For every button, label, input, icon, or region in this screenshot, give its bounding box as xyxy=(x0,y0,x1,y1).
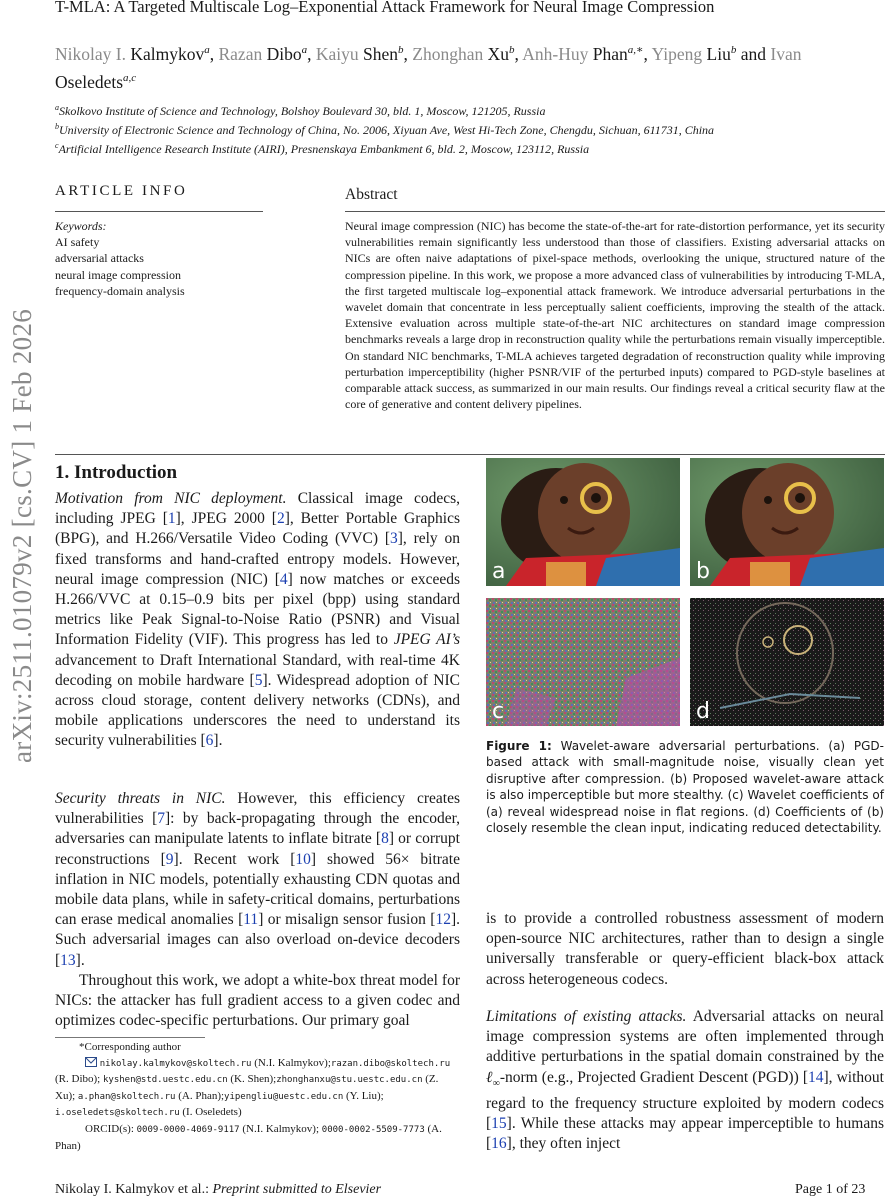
keyword-item: adversarial attacks xyxy=(55,251,144,266)
citation-link[interactable]: 16 xyxy=(491,1135,507,1153)
citation-link[interactable]: 7 xyxy=(157,810,166,828)
author-name: Razan Dibo$^a$ xyxy=(218,43,308,64)
email-link[interactable]: nikolay.kalmykov@skoltech.ru xyxy=(99,1058,252,1069)
figure-caption xyxy=(486,738,884,836)
citation-link[interactable]: 12 xyxy=(435,911,451,929)
email-list: nikolay.kalmykov@skoltech.ru (N.I. Kalmykov);razan.dibo@skoltech.ru (R. Dibo); kyshen@std.uestc.edu.cn (K. Shen);zhonghanxu@stu.uestc.edu.cn (Z. Xu); a.phan@skoltech.ru (A. Phan);yipengliu@uestc.edu.cn (Y. Liu); i.oseledets@skoltech.ru (I. Oseledets) xyxy=(55,1056,451,1119)
panel-label-c: c xyxy=(492,699,505,724)
author-name: Anh-Huy Phan$^{a,∗}$ xyxy=(522,43,644,64)
figure-panel-c xyxy=(486,598,680,726)
email-link[interactable]: a.phan@skoltech.ru xyxy=(77,1091,176,1102)
author-name: Zhonghan Xu$^b$ xyxy=(412,43,515,64)
paragraph-goal-continued: is to provide a controlled robustness assessment of modern open-source NIC architectures, rather than to design a single universally transferable or query-efficient black-box attack across heterogeneous codecs. xyxy=(486,910,884,988)
footnote-rule xyxy=(55,1037,205,1038)
affiliation-a: $^a$Skolkovo Institute of Science and Technology, Bolshoy Boulevard 30, bld. 1, Moscow, 121205, Russia xyxy=(55,103,546,118)
affiliation-b: $^b$University of Electronic Science and Technology of China, No. 2006, Xiyuan Ave, West Hi-Tech Zone, Chengdu, Sichuan, 611731, China xyxy=(55,122,715,137)
page-number: Page 1 of 23 xyxy=(795,1182,866,1197)
citation-link[interactable]: 10 xyxy=(295,850,311,868)
citation-link[interactable]: 4 xyxy=(279,570,288,588)
abstract-heading: Abstract xyxy=(345,186,398,203)
abstract-text: Neural image compression (NIC) has become the state-of-the-art for rate-distortion performance, yet its security vulnerabilities remain significantly less understood than those of classifiers. Existing adversarial attacks on NICs are often naive adaptations of pixel-space methods, overlooking the unique, structured nature of the compression pipeline. In this work, we propose a more advanced class of vulnerabilities by introducing T-MLA, the first targeted multiscale log–exponential attack framework. We introduce adversarial perturbations in the wavelet domain that concentrate in less perceptually salient coefficients, improving the stealth of the attack. Extensive evaluation across multiple state-of-the-art NIC architectures on standard image compression benchmarks reveals a large drop in reconstruction quality while the perturbations remain visually imperceptible. On standard NIC benchmarks, T-MLA achieves targeted degradation of reconstruction quality while improving perturbation imperceptibility (higher PSNR/VIF of the perturbed inputs) compared to PGD-style baselines at comparable attack success, as summarized in our main results. Our findings reveal a critical security flaw at the core of generative and content delivery pipelines. xyxy=(345,219,885,412)
section-heading: 1. Introduction xyxy=(55,462,178,483)
citation-link[interactable]: 1 xyxy=(167,510,176,528)
orcid-link[interactable]: 0009-0000-4069-9117 xyxy=(136,1124,240,1135)
footnotes xyxy=(55,1040,460,1154)
wavelet-coefficients-image xyxy=(690,598,884,726)
keyword-item: neural image compression xyxy=(55,267,181,282)
wavelet-noise-image xyxy=(486,598,680,726)
email-link[interactable]: razan.dibo@skoltech.ru xyxy=(330,1058,451,1069)
citation-link[interactable]: 6 xyxy=(205,732,214,750)
article-info-rule xyxy=(55,211,263,212)
email-link[interactable]: kyshen@std.uestc.edu.cn xyxy=(102,1075,228,1086)
girl-photo-image xyxy=(486,458,680,586)
orcid-list: ORCID(s): 0009-0000-4069-9117 (N.I. Kalmykov); 0000-0002-5509-7773 (A. Phan) xyxy=(55,1122,442,1152)
article-info-heading: ARTICLE INFO xyxy=(55,183,188,199)
author-name: Yipeng Liu$^b$ xyxy=(651,43,737,64)
keywords-label: Keywords: xyxy=(55,219,107,233)
paper-title: T-MLA: A Targeted Multiscale Log–Exponential Attack Framework for Neural Image Compression xyxy=(55,0,715,16)
author-name: Kaiyu Shen$^b$ xyxy=(315,43,404,64)
caption-label: Figure 1: xyxy=(486,739,552,753)
author-list: Nikolay I. Kalmykov$^a$, Razan Dibo$^a$, Kaiyu Shen$^b$, Zhonghan Xu$^b$, Anh-Huy Phan$^{a,∗}$, Yipeng Liu$^b$ and Ivan Oseledets$^{a,c}$ xyxy=(55,43,802,92)
corresponding-author-note: *Corresponding author xyxy=(79,1041,181,1053)
footer-citation: Nikolay I. Kalmykov et al.: Preprint submitted to Elsevier xyxy=(55,1182,382,1197)
panel-label-b: b xyxy=(696,559,710,584)
figure-1 xyxy=(486,458,884,726)
citation-link[interactable]: 14 xyxy=(807,1068,824,1086)
keyword-item: AI safety xyxy=(55,235,100,250)
abstract-rule xyxy=(345,211,885,212)
figure-panel-a xyxy=(486,458,680,586)
paragraph-limitations: Limitations of existing attacks. Adversarial attacks on neural image compression systems are often implemented through additive perturbations in the spatial domain constrained by the ℓ$_\infty$-norm (e.g., Projected Gradient Descent (PGD)) [14], without regard to the frequency structure exploited by modern codecs [15]. While these attacks may appear imperceptible to humans [16], they often inject xyxy=(486,1008,884,1153)
author-name: Nikolay I. Kalmykov$^a$ xyxy=(55,43,210,64)
caption-text: Wavelet-aware adversarial perturbations. (a) PGD-based attack with small-magnitude noise, visually clean yet disruptive after compression. (b) Proposed wavelet-aware attack is also imperceptible but more stealthy. (c) Wavelet coefficients of (a) reveal widespread noise in flat regions. (d) Coefficients of (b) closely resemble the clean input, indicating reduced detectability. xyxy=(486,739,885,836)
envelope-icon xyxy=(55,1057,100,1069)
author-name: Ivan Oseledets$^{a,c}$ xyxy=(55,43,802,92)
citation-link[interactable]: 15 xyxy=(491,1115,507,1133)
citation-link[interactable]: 11 xyxy=(243,911,259,929)
citation-link[interactable]: 3 xyxy=(389,530,398,548)
author-conjunction: and xyxy=(740,43,771,64)
abstract-bottom-rule xyxy=(55,454,885,455)
figure-panel-b xyxy=(690,458,884,586)
citation-link[interactable]: 2 xyxy=(276,510,285,528)
panel-label-d: d xyxy=(696,699,710,724)
email-link[interactable]: yipengliu@uestc.edu.cn xyxy=(224,1091,344,1102)
paragraph-security: Security threats in NIC. However, this efficiency creates vulnerabilities [7]: by back-propagating through the encoder, adversaries can manipulate latents to inflate bitrate [8] or corrupt reconstructions [9]. Recent work [10] showed 56× bitrate inflation in NIC models, potentially exhausting CDN quotas and mobile data plans, while in safety-critical domains, perturbations can erase medical anomalies [11] or misalign sensor fusion [12]. Such adversarial images can also overload on-device decoders [13]. xyxy=(55,790,461,969)
arxiv-stamp: arXiv:2511.01079v2 [cs.CV] 1 Feb 2026 xyxy=(7,308,37,763)
paragraph-motivation: Motivation from NIC deployment. Classical image codecs, including JPEG [1], JPEG 2000 [2], Better Portable Graphics (BPG), and H.266/Versatile Video Coding (VVC) [3], rely on fixed transforms and hand-crafted entropy models. However, neural image compression (NIC) [4] now matches or exceeds H.266/VVC at 0.15–0.9 bits per pixel (bpp) using standard metrics like Peak Signal-to-Noise Ratio (PSNR) and Visual Information Fidelity (VIF). This progress has led to JPEG AI’s advancement to Draft International Standard, with real-time 4K decoding on mobile hardware [5]. Widespread adoption of NIC across cloud storage, content delivery networks (CDNs), and mobile applications underscores the need to understand its security vulnerabilities [6]. xyxy=(55,490,461,750)
figure-panel-d xyxy=(690,598,884,726)
citation-link[interactable]: 13 xyxy=(60,951,76,969)
keyword-item: frequency-domain analysis xyxy=(55,283,185,298)
citation-link[interactable]: 9 xyxy=(165,850,174,868)
orcid-link[interactable]: 0000-0002-5509-7773 xyxy=(321,1124,425,1135)
girl-photo-image xyxy=(690,458,884,586)
affiliation-c: $^c$Artificial Intelligence Research Institute (AIRI), Presnenskaya Embankment 6, bld. 2, Moscow, 123112, Russia xyxy=(55,141,590,156)
email-link[interactable]: zhonghanxu@stu.uestc.edu.cn xyxy=(276,1075,423,1086)
citation-link[interactable]: 8 xyxy=(381,830,389,848)
panel-label-a: a xyxy=(492,559,506,584)
keywords-block xyxy=(55,218,185,299)
citation-link[interactable]: 5 xyxy=(254,671,263,689)
email-link[interactable]: i.oseledets@skoltech.ru xyxy=(55,1108,180,1119)
paragraph-threat-model: Throughout this work, we adopt a white-box threat model for NICs: the attacker has full gradient access to a given codec and optimizes codec-specific perturbations. Our primary goal xyxy=(55,972,460,1030)
